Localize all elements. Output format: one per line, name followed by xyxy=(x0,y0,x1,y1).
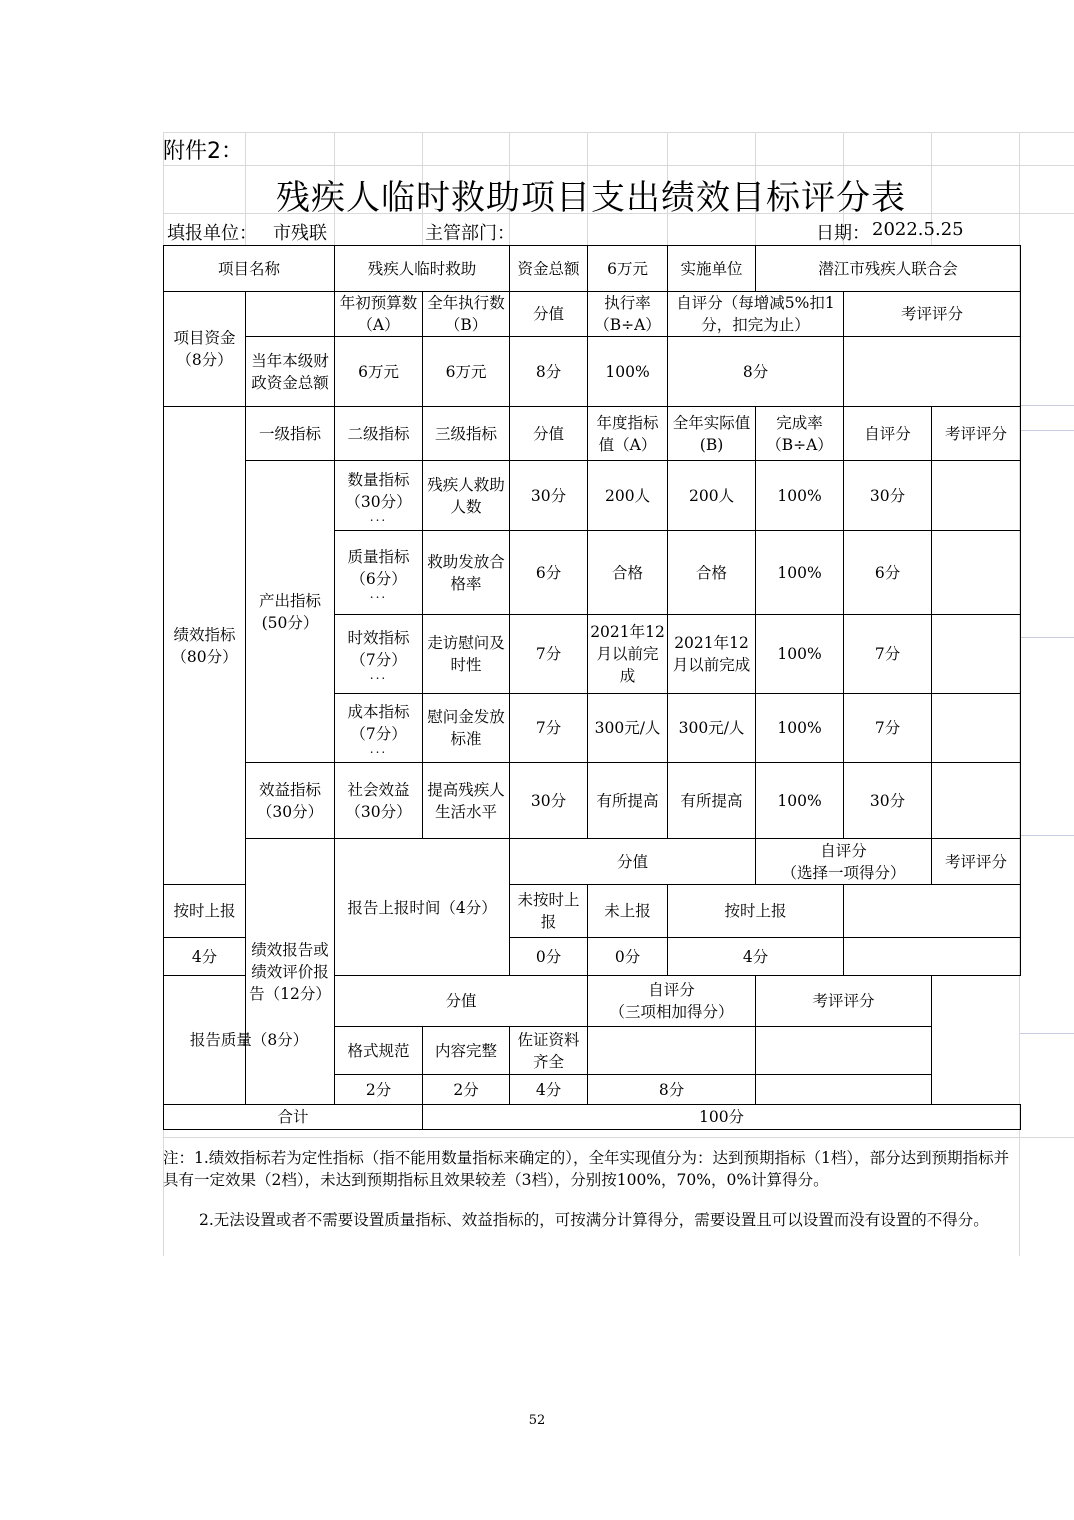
funds-self-value: 8分 xyxy=(668,337,844,407)
actual-cell: 有所提高 xyxy=(668,763,756,839)
timing-self-score: 4分 xyxy=(668,938,844,976)
review-cell xyxy=(932,531,1021,615)
l2-cell: 质量指标 （6分） ... xyxy=(335,531,423,615)
l2-cell: 社会效益 （30分） xyxy=(335,763,423,839)
perf-header-score: 分值 xyxy=(510,407,588,461)
funds-row-label: 当年本级财政资金总额 xyxy=(246,337,335,407)
target-cell: 2021年12月以前完成 xyxy=(588,615,668,694)
funds-header-row xyxy=(164,292,1021,337)
quality-review-label: 考评评分 xyxy=(756,976,932,1027)
self-cell: 30分 xyxy=(844,763,932,839)
target-cell: 300元/人 xyxy=(588,694,668,763)
self-cell: 7分 xyxy=(844,615,932,694)
quality-self-blank xyxy=(588,1027,756,1075)
quality-label: 报告质量（8分） xyxy=(164,976,335,1105)
table-row xyxy=(164,763,1021,839)
rate-cell: 100% xyxy=(756,763,844,839)
actual-cell: 200人 xyxy=(668,461,756,531)
funds-header-rate: 执行率（B÷A） xyxy=(588,292,668,337)
benefit-indicator-label: 效益指标 （30分） xyxy=(246,763,335,839)
fund-total-label: 资金总额 xyxy=(510,246,588,292)
quality-score: 2分 xyxy=(423,1075,510,1105)
review-cell xyxy=(932,694,1021,763)
score-table xyxy=(163,245,1021,1130)
quality-option: 格式规范 xyxy=(335,1027,423,1075)
score-cell: 6分 xyxy=(510,531,588,615)
perf-label: 绩效指标 （80分） xyxy=(164,407,246,885)
l3-cell: 慰问金发放标准 xyxy=(423,694,510,763)
review-cell xyxy=(932,615,1021,694)
project-name-row xyxy=(164,246,1021,292)
timing-label: 报告上报时间（4分） xyxy=(335,839,510,976)
impl-unit-value: 潜江市残疾人联合会 xyxy=(756,246,1021,292)
date-value: 2022.5.25 xyxy=(872,219,964,240)
funds-blank-cell xyxy=(246,292,335,337)
rate-cell: 100% xyxy=(756,694,844,763)
self-cell: 7分 xyxy=(844,694,932,763)
timing-score: 0分 xyxy=(588,938,668,976)
quality-self-label: 自评分 （三项相加得分） xyxy=(588,976,756,1027)
l3-cell: 走访慰问及时性 xyxy=(423,615,510,694)
timing-review-cell xyxy=(844,885,1021,938)
report-label: 绩效报告或绩效评价报告（12分） xyxy=(246,839,335,1105)
page-number: 52 xyxy=(528,1413,546,1428)
score-cell: 7分 xyxy=(510,615,588,694)
l2-cell: 成本指标 （7分） ... xyxy=(335,694,423,763)
timing-option: 未按时上报 xyxy=(510,885,588,938)
l3-cell: 残疾人救助人数 xyxy=(423,461,510,531)
fund-total-value: 6万元 xyxy=(588,246,668,292)
target-cell: 200人 xyxy=(588,461,668,531)
quality-score: 4分 xyxy=(510,1075,588,1105)
quality-review-blank xyxy=(756,1027,932,1075)
target-cell: 合格 xyxy=(588,531,668,615)
l2-cell: 时效指标 （7分） ... xyxy=(335,615,423,694)
quality-score: 2分 xyxy=(335,1075,423,1105)
funds-budget-value: 6万元 xyxy=(335,337,423,407)
perf-header-row xyxy=(164,407,1021,461)
funds-header-score: 分值 xyxy=(510,292,588,337)
perf-header-target: 年度指标值（A） xyxy=(588,407,668,461)
impl-unit-label: 实施单位 xyxy=(668,246,756,292)
note-2: 2.无法设置或者不需要设置质量指标、效益指标的，可按满分计算得分，需要设置且可以设置而没有设置的不得分。 xyxy=(199,1211,989,1229)
score-cell: 30分 xyxy=(510,461,588,531)
rate-cell: 100% xyxy=(756,461,844,531)
timing-self-choice: 按时上报 xyxy=(668,885,844,938)
total-label: 合计 xyxy=(164,1105,423,1130)
actual-cell: 2021年12月以前完成 xyxy=(668,615,756,694)
timing-review-label: 考评评分 xyxy=(932,839,1021,885)
funds-header-executed: 全年执行数（B） xyxy=(423,292,510,337)
output-indicator-label: 产出指标 (50分） xyxy=(246,461,335,763)
report-timing-header-row xyxy=(164,839,1021,885)
perf-header-self: 自评分 xyxy=(844,407,932,461)
perf-header-l1: 一级指标 xyxy=(246,407,335,461)
attachment-label: 附件2： xyxy=(163,139,243,164)
score-cell: 30分 xyxy=(510,763,588,839)
l3-cell: 提高残疾人生活水平 xyxy=(423,763,510,839)
note-1: 注：1.绩效指标若为定性指标（指不能用数量指标来确定的），全年实现值分为：达到预期指标（1档），部分达到预期指标并具有一定效果（2档），未达到预期指标且效果较差（3档），分别按100%，70%，0%计算得分。 xyxy=(163,1149,1010,1189)
rate-cell: 100% xyxy=(756,531,844,615)
perf-header-rate: 完成率（B÷A） xyxy=(756,407,844,461)
review-cell xyxy=(932,461,1021,531)
unit-value: 市残联 xyxy=(273,223,327,244)
unit-label: 填报单位： xyxy=(167,223,257,244)
actual-cell: 合格 xyxy=(668,531,756,615)
target-cell: 有所提高 xyxy=(588,763,668,839)
funds-header-review: 考评评分 xyxy=(844,292,1021,337)
perf-header-review: 考评评分 xyxy=(932,407,1021,461)
funds-review-value xyxy=(844,337,1021,407)
perf-header-actual: 全年实际值(B) xyxy=(668,407,756,461)
funds-label: 项目资金 （8分） xyxy=(164,292,246,407)
funds-rate-value: 100% xyxy=(588,337,668,407)
quality-option: 佐证资料齐全 xyxy=(510,1027,588,1075)
quality-self-score: 8分 xyxy=(588,1075,756,1105)
page-title: 残疾人临时救助项目支出绩效目标评分表 xyxy=(276,178,906,218)
funds-value-row xyxy=(164,337,1021,407)
funds-header-budget: 年初预算数（A） xyxy=(335,292,423,337)
self-cell: 30分 xyxy=(844,461,932,531)
perf-header-l3: 三级指标 xyxy=(423,407,510,461)
score-cell: 7分 xyxy=(510,694,588,763)
quality-score-label: 分值 xyxy=(335,976,588,1027)
dept-label: 主管部门： xyxy=(425,223,515,244)
timing-score-label: 分值 xyxy=(510,839,756,885)
funds-score-value: 8分 xyxy=(510,337,588,407)
self-cell: 6分 xyxy=(844,531,932,615)
project-name-value: 残疾人临时救助 xyxy=(335,246,510,292)
timing-score: 4分 xyxy=(164,938,246,976)
table-row xyxy=(164,461,1021,531)
date-label: 日期： xyxy=(816,223,870,244)
timing-score: 0分 xyxy=(510,938,588,976)
perf-header-l2: 二级指标 xyxy=(335,407,423,461)
funds-header-self: 自评分（每增减5%扣1分，扣完为止） xyxy=(668,292,844,337)
funds-executed-value: 6万元 xyxy=(423,337,510,407)
timing-self-label: 自评分 （选择一项得分） xyxy=(756,839,932,885)
total-value: 100分 xyxy=(423,1105,1021,1130)
rate-cell: 100% xyxy=(756,615,844,694)
review-cell xyxy=(932,763,1021,839)
total-row xyxy=(164,1105,1021,1130)
quality-review-score xyxy=(756,1075,932,1105)
project-name-label: 项目名称 xyxy=(164,246,335,292)
timing-option: 按时上报 xyxy=(164,885,246,938)
quality-option: 内容完整 xyxy=(423,1027,510,1075)
timing-option: 未上报 xyxy=(588,885,668,938)
l2-cell: 数量指标 （30分） ... xyxy=(335,461,423,531)
actual-cell: 300元/人 xyxy=(668,694,756,763)
l3-cell: 救助发放合格率 xyxy=(423,531,510,615)
timing-review-score xyxy=(844,938,1021,976)
